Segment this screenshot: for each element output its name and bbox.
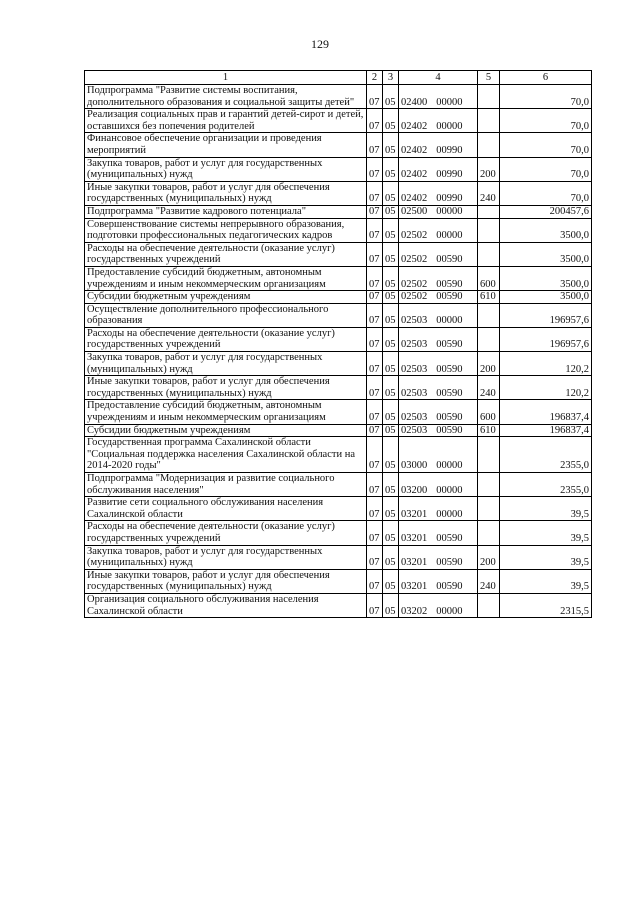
row-target-code	[399, 218, 478, 242]
row-razdel: 07	[367, 85, 383, 109]
header-cell: 2	[367, 71, 383, 85]
row-podrazdel: 05	[383, 266, 399, 290]
table-row	[85, 109, 592, 133]
row-podrazdel: 05	[383, 218, 399, 242]
row-code-program: 03200	[401, 484, 428, 496]
header-cell: 1	[85, 71, 367, 85]
row-code-direction: 00590	[436, 424, 463, 436]
row-expense-type: 610	[478, 291, 500, 304]
row-amount: 70,0	[500, 181, 592, 205]
row-code-direction: 00590	[436, 339, 463, 351]
row-amount: 120,2	[500, 376, 592, 400]
row-expense-type: 600	[478, 400, 500, 424]
table-row	[85, 85, 592, 109]
table-row	[85, 181, 592, 205]
row-name: Предоставление субсидий бюджетным, автономным учреждениям и иным некоммерческим организациям	[85, 400, 367, 424]
row-amount: 3500,0	[500, 266, 592, 290]
row-expense-type	[478, 85, 500, 109]
table-row	[85, 291, 592, 304]
row-expense-type: 610	[478, 424, 500, 437]
row-name: Закупка товаров, работ и услуг для государственных (муниципальных) нужд	[85, 352, 367, 376]
row-code-program: 03201	[401, 557, 428, 569]
row-expense-type	[478, 497, 500, 521]
row-code-program: 03201	[401, 532, 428, 544]
table-row	[85, 376, 592, 400]
row-podrazdel: 05	[383, 303, 399, 327]
row-code-direction: 00990	[436, 169, 463, 181]
row-expense-type	[478, 303, 500, 327]
row-amount: 2355,0	[500, 437, 592, 473]
table-row	[85, 497, 592, 521]
row-expense-type: 200	[478, 545, 500, 569]
row-name: Подпрограмма "Развитие системы воспитания, дополнительного образования и социальной защиты детей"	[85, 85, 367, 109]
row-razdel: 07	[367, 205, 383, 218]
table-row	[85, 569, 592, 593]
row-code-program: 02503	[401, 387, 428, 399]
row-code-direction: 00590	[436, 412, 463, 424]
row-name: Финансовое обеспечение организации и проведения мероприятий	[85, 133, 367, 157]
row-name: Развитие сети социального обслуживания населения Сахалинской области	[85, 497, 367, 521]
row-target-code	[399, 545, 478, 569]
row-name: Закупка товаров, работ и услуг для государственных (муниципальных) нужд	[85, 157, 367, 181]
row-name: Организация социального обслуживания населения Сахалинской области	[85, 593, 367, 617]
row-code-direction: 00000	[436, 315, 463, 327]
row-expense-type: 240	[478, 376, 500, 400]
row-code-program: 02502	[401, 278, 428, 290]
row-name: Расходы на обеспечение деятельности (оказание услуг) государственных учреждений	[85, 327, 367, 351]
row-razdel: 07	[367, 181, 383, 205]
row-target-code	[399, 181, 478, 205]
row-target-code	[399, 242, 478, 266]
row-razdel: 07	[367, 437, 383, 473]
row-podrazdel: 05	[383, 521, 399, 545]
row-razdel: 07	[367, 291, 383, 304]
row-target-code	[399, 157, 478, 181]
row-target-code	[399, 593, 478, 617]
table-row	[85, 242, 592, 266]
row-podrazdel: 05	[383, 593, 399, 617]
row-podrazdel: 05	[383, 85, 399, 109]
row-code-program: 02400	[401, 96, 428, 108]
row-amount: 3500,0	[500, 218, 592, 242]
row-code-program: 02500	[401, 205, 428, 217]
row-amount: 70,0	[500, 133, 592, 157]
row-target-code	[399, 352, 478, 376]
row-expense-type	[478, 242, 500, 266]
row-amount: 2355,0	[500, 473, 592, 497]
row-razdel: 07	[367, 133, 383, 157]
row-code-program: 02502	[401, 291, 428, 303]
row-amount: 70,0	[500, 85, 592, 109]
row-code-direction: 00000	[436, 205, 463, 217]
row-target-code	[399, 205, 478, 218]
header-cell: 6	[500, 71, 592, 85]
row-amount: 39,5	[500, 497, 592, 521]
row-podrazdel: 05	[383, 400, 399, 424]
table-row	[85, 205, 592, 218]
row-razdel: 07	[367, 497, 383, 521]
row-target-code	[399, 569, 478, 593]
row-podrazdel: 05	[383, 327, 399, 351]
table-row	[85, 545, 592, 569]
row-amount: 3500,0	[500, 242, 592, 266]
row-target-code	[399, 437, 478, 473]
row-podrazdel: 05	[383, 242, 399, 266]
row-target-code	[399, 303, 478, 327]
table-row	[85, 327, 592, 351]
table-row	[85, 437, 592, 473]
row-code-program: 02503	[401, 339, 428, 351]
row-amount: 3500,0	[500, 291, 592, 304]
row-code-program: 02503	[401, 315, 428, 327]
header-cell: 5	[478, 71, 500, 85]
row-code-direction: 00990	[436, 193, 463, 205]
row-target-code	[399, 133, 478, 157]
row-amount: 196837,4	[500, 400, 592, 424]
row-code-program: 02503	[401, 363, 428, 375]
row-expense-type	[478, 205, 500, 218]
row-target-code	[399, 85, 478, 109]
row-amount: 120,2	[500, 352, 592, 376]
row-name: Подпрограмма "Модернизация и развитие социального обслуживания населения"	[85, 473, 367, 497]
row-razdel: 07	[367, 352, 383, 376]
row-name: Субсидии бюджетным учреждениям	[85, 424, 367, 437]
row-razdel: 07	[367, 376, 383, 400]
row-code-program: 03000	[401, 460, 428, 472]
row-code-program: 03201	[401, 581, 428, 593]
row-expense-type: 200	[478, 157, 500, 181]
row-target-code	[399, 473, 478, 497]
row-amount: 39,5	[500, 545, 592, 569]
row-code-program: 03202	[401, 605, 428, 617]
row-code-direction: 00590	[436, 387, 463, 399]
row-razdel: 07	[367, 545, 383, 569]
row-expense-type	[478, 218, 500, 242]
row-code-direction: 00000	[436, 96, 463, 108]
row-name: Субсидии бюджетным учреждениям	[85, 291, 367, 304]
row-expense-type	[478, 593, 500, 617]
row-code-direction: 00590	[436, 557, 463, 569]
row-code-program: 02502	[401, 254, 428, 266]
row-target-code	[399, 327, 478, 351]
row-podrazdel: 05	[383, 497, 399, 521]
page-number: 129	[311, 37, 329, 51]
row-expense-type	[478, 437, 500, 473]
row-podrazdel: 05	[383, 205, 399, 218]
row-code-program: 02402	[401, 193, 428, 205]
row-razdel: 07	[367, 218, 383, 242]
row-target-code	[399, 424, 478, 437]
row-amount: 196957,6	[500, 303, 592, 327]
row-target-code	[399, 109, 478, 133]
row-code-direction: 00000	[436, 230, 463, 242]
row-code-program: 02503	[401, 412, 428, 424]
header-cell: 3	[383, 71, 399, 85]
row-target-code	[399, 291, 478, 304]
row-target-code	[399, 376, 478, 400]
row-name: Государственная программа Сахалинской области "Социальная поддержка населения Сахалинской области на 2014-2020 годы"	[85, 437, 367, 473]
table-row	[85, 303, 592, 327]
row-target-code	[399, 266, 478, 290]
row-expense-type: 200	[478, 352, 500, 376]
row-expense-type	[478, 109, 500, 133]
row-amount: 2315,5	[500, 593, 592, 617]
row-expense-type: 600	[478, 266, 500, 290]
row-target-code	[399, 497, 478, 521]
row-podrazdel: 05	[383, 291, 399, 304]
row-name: Расходы на обеспечение деятельности (оказание услуг) государственных учреждений	[85, 242, 367, 266]
row-expense-type	[478, 521, 500, 545]
row-razdel: 07	[367, 473, 383, 497]
row-code-program: 02402	[401, 169, 428, 181]
table-row	[85, 424, 592, 437]
row-code-direction: 00000	[436, 605, 463, 617]
row-name: Совершенствование системы непрерывного образования, подготовки профессиональных педагогических кадров	[85, 218, 367, 242]
row-razdel: 07	[367, 242, 383, 266]
row-razdel: 07	[367, 266, 383, 290]
row-podrazdel: 05	[383, 157, 399, 181]
row-code-direction: 00000	[436, 508, 463, 520]
table-row	[85, 593, 592, 617]
row-code-direction: 00000	[436, 484, 463, 496]
row-razdel: 07	[367, 424, 383, 437]
row-podrazdel: 05	[383, 376, 399, 400]
row-name: Предоставление субсидий бюджетным, автономным учреждениям и иным некоммерческим организациям	[85, 266, 367, 290]
row-code-direction: 00990	[436, 144, 463, 156]
row-name: Иные закупки товаров, работ и услуг для обеспечения государственных (муниципальных) нужд	[85, 376, 367, 400]
row-code-program: 03201	[401, 508, 428, 520]
row-name: Реализация социальных прав и гарантий детей-сирот и детей, оставшихся без попечения родителей	[85, 109, 367, 133]
table-row	[85, 157, 592, 181]
row-amount: 196957,6	[500, 327, 592, 351]
budget-table	[84, 70, 592, 618]
row-code-direction: 00590	[436, 532, 463, 544]
row-name: Подпрограмма "Развитие кадрового потенциала"	[85, 205, 367, 218]
row-podrazdel: 05	[383, 424, 399, 437]
row-name: Иные закупки товаров, работ и услуг для обеспечения государственных (муниципальных) нужд	[85, 181, 367, 205]
row-podrazdel: 05	[383, 181, 399, 205]
row-target-code	[399, 400, 478, 424]
row-code-program: 02402	[401, 144, 428, 156]
row-amount: 196837,4	[500, 424, 592, 437]
row-podrazdel: 05	[383, 545, 399, 569]
row-code-direction: 00590	[436, 363, 463, 375]
table-row	[85, 521, 592, 545]
row-podrazdel: 05	[383, 109, 399, 133]
row-razdel: 07	[367, 157, 383, 181]
row-code-direction: 00590	[436, 581, 463, 593]
row-podrazdel: 05	[383, 437, 399, 473]
row-amount: 39,5	[500, 569, 592, 593]
table-row	[85, 133, 592, 157]
header-row	[85, 71, 592, 85]
row-target-code	[399, 521, 478, 545]
row-code-program: 02402	[401, 120, 428, 132]
row-podrazdel: 05	[383, 133, 399, 157]
row-podrazdel: 05	[383, 473, 399, 497]
row-expense-type: 240	[478, 569, 500, 593]
table-row	[85, 218, 592, 242]
row-expense-type: 240	[478, 181, 500, 205]
row-razdel: 07	[367, 327, 383, 351]
row-amount: 200457,6	[500, 205, 592, 218]
header-cell: 4	[399, 71, 478, 85]
row-amount: 39,5	[500, 521, 592, 545]
table-row	[85, 352, 592, 376]
row-podrazdel: 05	[383, 352, 399, 376]
row-code-program: 02503	[401, 424, 428, 436]
table-row	[85, 473, 592, 497]
row-razdel: 07	[367, 109, 383, 133]
row-code-direction: 00000	[436, 460, 463, 472]
row-code-direction: 00590	[436, 291, 463, 303]
row-code-program: 02502	[401, 230, 428, 242]
row-expense-type	[478, 133, 500, 157]
row-razdel: 07	[367, 521, 383, 545]
row-code-direction: 00590	[436, 278, 463, 290]
row-razdel: 07	[367, 569, 383, 593]
row-code-direction: 00000	[436, 120, 463, 132]
table-row	[85, 400, 592, 424]
row-razdel: 07	[367, 593, 383, 617]
row-amount: 70,0	[500, 157, 592, 181]
row-name: Расходы на обеспечение деятельности (оказание услуг) государственных учреждений	[85, 521, 367, 545]
row-expense-type	[478, 327, 500, 351]
row-name: Иные закупки товаров, работ и услуг для обеспечения государственных (муниципальных) нужд	[85, 569, 367, 593]
row-razdel: 07	[367, 400, 383, 424]
row-code-direction: 00590	[436, 254, 463, 266]
row-name: Осуществление дополнительного профессионального образования	[85, 303, 367, 327]
row-razdel: 07	[367, 303, 383, 327]
row-expense-type	[478, 473, 500, 497]
row-name: Закупка товаров, работ и услуг для государственных (муниципальных) нужд	[85, 545, 367, 569]
row-amount: 70,0	[500, 109, 592, 133]
row-podrazdel: 05	[383, 569, 399, 593]
table-row	[85, 266, 592, 290]
